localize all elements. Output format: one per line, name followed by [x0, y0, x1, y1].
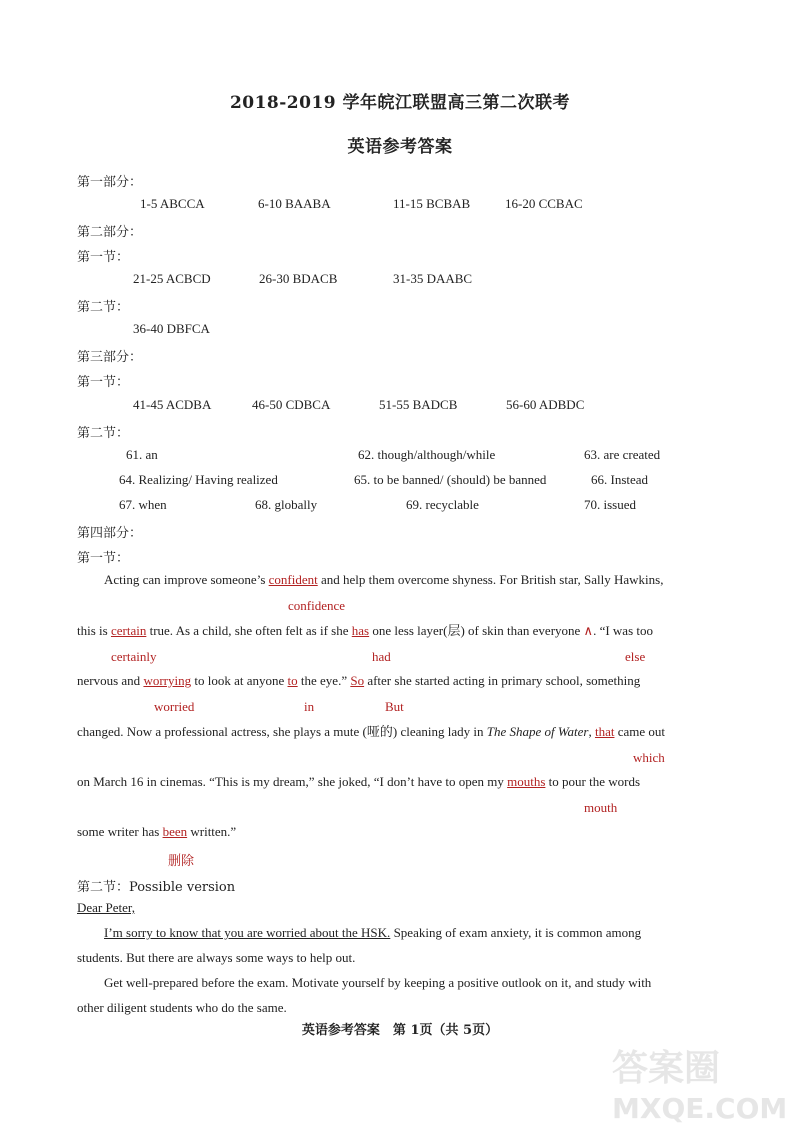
correction-word: else [625, 649, 646, 664]
part4-label: 第四部分： [77, 526, 143, 541]
passage-text: one less layer(层) of skin than everyone [369, 623, 584, 638]
part3-section2-label: 第二节： [77, 426, 130, 441]
correction-word: But [385, 699, 404, 714]
watermark-url: MXQE.COM [612, 1092, 788, 1125]
insert-mark: ∧ [583, 623, 594, 638]
answer-group: 41-45 ACDBA [133, 397, 212, 412]
correction-word: worried [154, 699, 195, 714]
passage-text: , [588, 724, 595, 739]
answer-item: 61. an [126, 447, 158, 462]
passage-line [77, 775, 640, 788]
letter-greeting: Dear Peter, [77, 900, 135, 915]
answer-item: 69. recyclable [406, 497, 479, 512]
answer-item: 70. issued [584, 497, 636, 512]
part2-label: 第二部分： [77, 225, 143, 240]
answer-group: 31-35 DAABC [393, 271, 473, 286]
passage-line [77, 624, 653, 637]
part4-section2-label: 第二节：Possible version [77, 880, 236, 895]
passage-text: . “I was too [593, 623, 653, 638]
answer-group: 46-50 CDBCA [252, 397, 331, 412]
answer-item: 66. Instead [591, 472, 649, 487]
letter-text: I’m sorry to know that you are worried about the HSK. [104, 925, 391, 940]
correction-word: had [372, 649, 391, 664]
letter-paragraph [104, 926, 726, 939]
correction-word: certainly [111, 649, 157, 664]
passage-text: the eye.” [297, 673, 351, 688]
passage-text: some writer has [77, 824, 163, 839]
error-word: been [162, 824, 188, 839]
answer-group: 56-60 ADBDC [506, 397, 585, 412]
passage-text: true. As a child, she often felt as if she [146, 623, 352, 638]
correction-word: mouth [584, 800, 618, 815]
passage-text: to pour the words [545, 774, 641, 789]
part4-section1-label: 第一节： [77, 551, 130, 566]
page-subtitle: 英语参考答案 [347, 137, 453, 157]
answer-group: 11-15 BCBAB [393, 196, 471, 211]
film-title: The Shape of Water [486, 724, 589, 739]
passage-text: came out [614, 724, 666, 739]
correction-word: in [304, 699, 315, 714]
answer-group: 26-30 BDACB [259, 271, 338, 286]
watermark-logo-text: 答案圈 [612, 1048, 721, 1089]
answer-group: 1-5 ABCCA [140, 196, 205, 211]
correction-word: confidence [288, 598, 346, 613]
answer-group: 6-10 BAABA [258, 196, 331, 211]
error-word: So [350, 673, 365, 688]
passage-text: changed. Now a professional actress, she plays a mute (哑的) cleaning lady in [77, 724, 487, 739]
correction-word: 删除 [168, 853, 195, 868]
answer-item: 63. are created [584, 447, 661, 462]
passage-text: nervous and [77, 673, 144, 688]
error-word: that [594, 724, 615, 739]
passage-line [104, 573, 663, 586]
passage-text: and help them overcome shyness. For British star, Sally Hawkins, [317, 572, 664, 587]
part3-label: 第三部分： [77, 350, 143, 365]
letter-text: Speaking of exam anxiety, it is common among [390, 925, 642, 940]
passage-text: to look at anyone [191, 673, 288, 688]
error-word: to [287, 673, 298, 688]
passage-line [77, 674, 640, 687]
error-word: confident [268, 572, 318, 587]
part3-section1-label: 第一节： [77, 375, 130, 390]
page-footer: 英语参考答案 第 1页（共 5页） [301, 1023, 499, 1038]
passage-text: Acting can improve someone’s [104, 572, 269, 587]
error-word: mouths [507, 774, 546, 789]
letter-text: Get well-prepared before the exam. Motivate yourself by keeping a positive outlook on it, and study with [104, 975, 652, 990]
watermark-logo [612, 1040, 720, 1091]
answer-item: 65. to be banned/ (should) be banned [354, 472, 547, 487]
answer-item: 64. Realizing/ Having realized [119, 472, 278, 487]
answer-group: 16-20 CCBAC [505, 196, 583, 211]
error-word: has [351, 623, 370, 638]
passage-text: this is [77, 623, 111, 638]
answer-group: 36-40 DBFCA [133, 321, 210, 336]
passage-line [77, 725, 665, 738]
passage-text: on March 16 in cinemas. “This is my dream,” she joked, “I don’t have to open my [77, 774, 508, 789]
error-word: worrying [143, 673, 192, 688]
answer-item: 62. though/although/while [358, 447, 496, 462]
part2-section2-label: 第二节： [77, 300, 130, 315]
passage-text: after she started acting in primary school, something [364, 673, 641, 688]
page-title: 2018-2019 学年皖江联盟高三第二次联考 [229, 93, 571, 113]
correction-word: which [633, 750, 665, 765]
part1-label: 第一部分： [77, 175, 143, 190]
passage-line [77, 825, 236, 838]
answer-item: 67. when [119, 497, 167, 512]
passage-text: written.” [187, 824, 237, 839]
answer-group: 21-25 ACBCD [133, 271, 211, 286]
error-word: certain [110, 623, 147, 638]
part2-section1-label: 第一节： [77, 250, 130, 265]
letter-text: other diligent students who do the same. [77, 1000, 287, 1015]
answer-item: 68. globally [255, 497, 318, 512]
letter-text: students. But there are always some ways to help out. [77, 950, 356, 965]
answer-group: 51-55 BADCB [379, 397, 458, 412]
